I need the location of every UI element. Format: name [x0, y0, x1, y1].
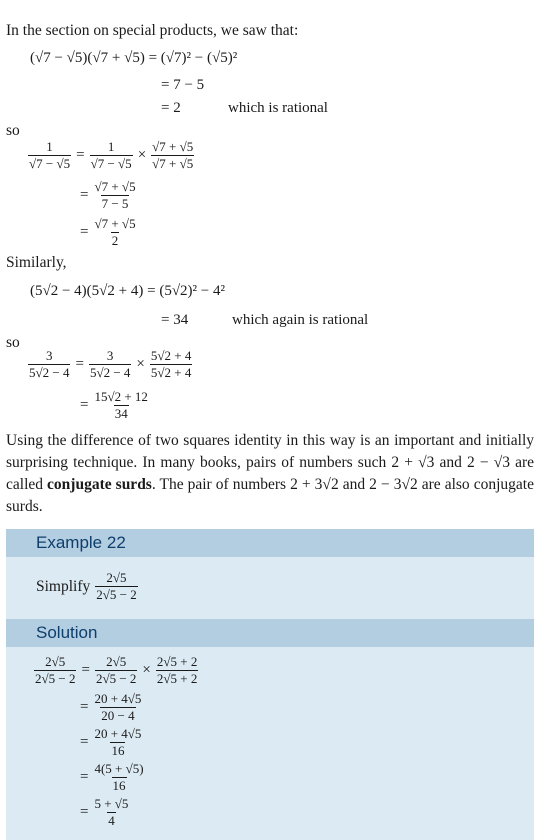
numerator: √7 + √5 [94, 179, 136, 194]
numerator: 3 [45, 348, 53, 363]
equals-sign: = [75, 356, 84, 372]
example-box [6, 557, 534, 619]
term-conjugate-surds: conjugate surds [47, 476, 152, 493]
denominator: 16 [111, 743, 125, 758]
example-header [6, 529, 534, 557]
similarly-text: Similarly, [6, 254, 67, 271]
fraction [93, 390, 148, 421]
equals-sign: = [80, 699, 89, 715]
numerator: 2√5 [106, 570, 127, 585]
calc2-row2 [80, 390, 149, 421]
solution-header [6, 619, 534, 647]
fraction [90, 140, 133, 171]
denominator: √7 + √5 [152, 156, 194, 171]
numerator: 20 + 4√5 [94, 726, 142, 741]
times-sign: × [137, 147, 147, 163]
denominator: 4 [108, 813, 115, 828]
numerator: 4(5 + √5) [94, 761, 144, 776]
so-label-2: so [6, 334, 20, 351]
denominator: 2√5 − 2 [95, 671, 137, 686]
times-sign: × [136, 356, 145, 372]
fraction [150, 349, 192, 380]
numerator: 20 + 4√5 [94, 691, 142, 706]
denominator: √7 − √5 [29, 156, 71, 171]
numerator: 2√5 [106, 654, 127, 669]
fraction [156, 655, 198, 686]
numerator: 15√2 + 12 [94, 389, 148, 404]
denominator: 5√2 − 4 [29, 365, 70, 380]
block2-line1: (5√2 − 4)(5√2 + 4) = (5√2)² − 4² [30, 283, 225, 299]
solution-row2 [80, 692, 142, 723]
calc1-row3 [80, 217, 137, 248]
fraction [93, 727, 142, 758]
block2-line2: = 34 [161, 312, 189, 328]
solution-row3 [80, 727, 142, 758]
calc2-row1 [28, 349, 192, 380]
fraction [93, 180, 136, 211]
conjugate-surds-paragraph [6, 430, 534, 518]
denominator: 20 − 4 [101, 708, 135, 723]
fraction [93, 762, 144, 793]
times-sign: × [142, 662, 151, 678]
solution-box [6, 647, 534, 840]
numerator: 2√5 [45, 654, 66, 669]
block1-line3-note: which is rational [228, 100, 328, 116]
denominator: 2 [111, 233, 119, 248]
equals-sign: = [80, 187, 89, 203]
denominator: 16 [112, 778, 126, 793]
numerator: 1 [46, 139, 53, 154]
example-prompt [36, 571, 138, 602]
denominator: 5√2 − 4 [89, 365, 131, 380]
paragraph-text: Using the difference of two squares identity in this way is an important and initially surprising technique. In many books, pairs of numbers such 2 + √3 and 2 − √3 are called [6, 432, 534, 493]
fraction [95, 655, 137, 686]
equals-sign: = [80, 734, 89, 750]
numerator: 3 [106, 348, 114, 363]
solution-row5 [80, 797, 129, 828]
fraction [95, 571, 137, 602]
simplify-label: Simplify [36, 577, 91, 595]
denominator: 34 [114, 406, 128, 421]
numerator: 2√5 + 2 [156, 654, 198, 669]
equals-sign: = [80, 804, 89, 820]
denominator: 2√5 − 2 [96, 587, 137, 602]
numerator: 5 + √5 [94, 796, 129, 811]
denominator: √7 − √5 [90, 156, 132, 171]
block1-line3: = 2 [161, 100, 181, 116]
equals-sign: = [80, 769, 89, 785]
denominator: 2√5 + 2 [156, 671, 198, 686]
fraction [151, 140, 194, 171]
block2-line2-note: which again is rational [232, 312, 369, 328]
example-heading: Example 22 [36, 533, 126, 552]
fraction [89, 349, 131, 380]
numerator: √7 + √5 [152, 139, 194, 154]
calc1-row2 [80, 180, 137, 211]
fraction [93, 217, 136, 248]
paragraph-text: . The pair of numbers 2 + 3√2 and 2 − 3√2 are also conjugate surds. [6, 476, 534, 515]
equals-sign: = [81, 662, 90, 678]
equals-sign: = [80, 397, 89, 413]
block1-line1: (√7 − √5)(√7 + √5) = (√7)² − (√5)² [30, 50, 238, 66]
fraction [93, 797, 129, 828]
numerator: √7 + √5 [94, 216, 136, 231]
fraction [93, 692, 142, 723]
equals-sign: = [80, 224, 89, 240]
denominator: 7 − 5 [101, 196, 129, 211]
fraction [34, 655, 76, 686]
block1-line2: = 7 − 5 [161, 77, 205, 93]
denominator: 2√5 − 2 [35, 671, 76, 686]
so-label-1: so [6, 122, 20, 139]
solution-row4 [80, 762, 145, 793]
calc1-row1 [28, 140, 194, 171]
fraction [28, 349, 70, 380]
intro-text: In the section on special products, we saw that: [6, 22, 299, 39]
equals-sign: = [76, 147, 85, 163]
denominator: 5√2 + 4 [150, 365, 192, 380]
numerator: 5√2 + 4 [150, 348, 192, 363]
solution-row1 [34, 655, 198, 686]
numerator: 1 [107, 139, 115, 154]
solution-heading: Solution [36, 623, 98, 642]
fraction [28, 140, 71, 171]
